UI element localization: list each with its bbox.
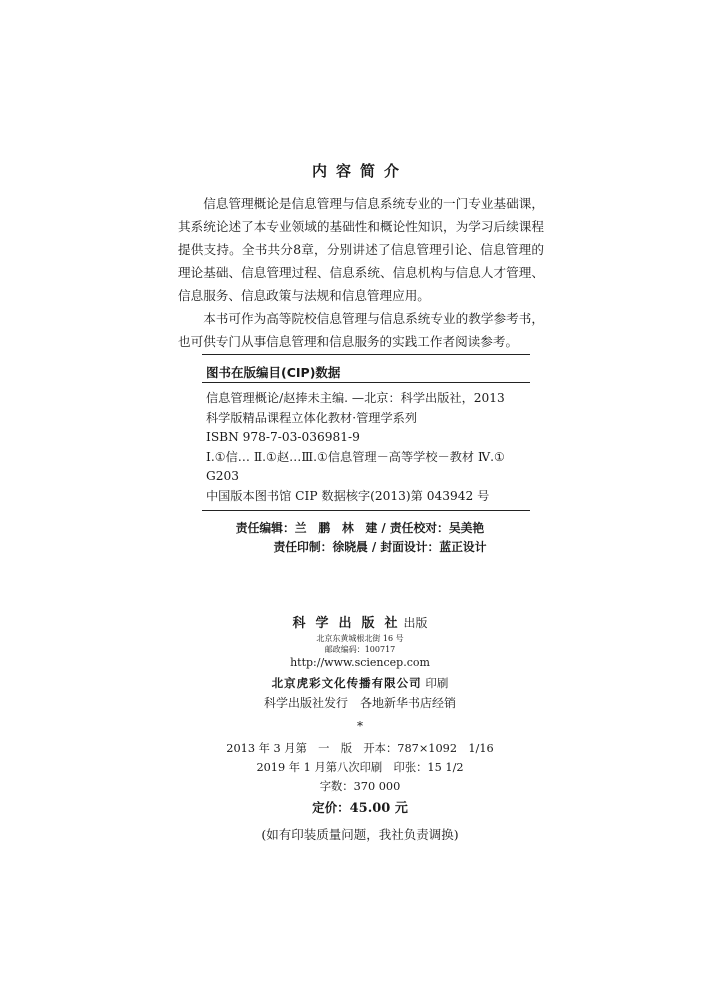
word-count: 字数：370 000 — [319, 780, 401, 793]
cip-line: 科学版精品课程立体化教材·管理学系列 — [206, 410, 418, 425]
editorial-credits — [0, 519, 720, 557]
publisher-address: 北京东黄城根北街 16 号 — [316, 634, 404, 643]
publisher-postcode: 邮政编码：100717 — [324, 645, 396, 654]
publisher-suffix: 出版 — [403, 616, 428, 630]
cip-line: 中国版本图书馆 CIP 数据核字(2013)第 043942 号 — [206, 488, 490, 503]
summary-title: 内容简介 — [311, 162, 408, 180]
cip-top-rule — [202, 354, 530, 355]
cip-body — [206, 389, 536, 506]
cip-bottom-rule — [202, 510, 530, 511]
distribution-line: 科学出版社发行 各地新华书店经销 — [263, 696, 456, 710]
printer-name: 北京虎彩文化传播有限公司 — [271, 676, 422, 690]
publisher-name: 科学出版社 — [292, 616, 408, 631]
edition-info — [0, 739, 720, 796]
edition-line: 2013 年 3 月第 一 版 开本：787×1092 1/16 — [226, 742, 494, 755]
separator-star: * — [357, 719, 363, 733]
cip-line: 信息管理概论/赵捧未主编. —北京：科学出版社，2013 — [206, 391, 505, 405]
summary-paragraph: 本书可作为高等院校信息管理与信息系统专业的教学参考书，也可供专门从事信息管理和信息服务的实践工作者阅读参考。 — [178, 311, 544, 349]
printer-line — [0, 673, 720, 693]
price-label: 定价： — [312, 800, 350, 815]
cip-line: G203 — [206, 469, 239, 483]
cip-heading: 图书在版编目(CIP)数据 — [206, 365, 341, 380]
credits-line: 责任编辑：兰 鹏 林 建 / 责任校对：吴美艳 — [235, 521, 485, 535]
cip-line: ISBN 978-7-03-036981-9 — [206, 430, 360, 444]
cip-heading-rule — [202, 382, 530, 383]
cip-line: Ⅰ.①信… Ⅱ.①赵…Ⅲ.①信息管理－高等学校－教材 Ⅳ.① — [206, 449, 505, 464]
price-value: 45.00 元 — [349, 801, 408, 816]
colophon — [0, 614, 720, 846]
publisher-url: http://www.sciencep.com — [290, 656, 430, 669]
summary-paragraph: 信息管理概论是信息管理与信息系统专业的一门专业基础课，其系统论述了本专业领域的基础性和概论性知识，为学习后续课程提供支持。全书共分8章，分别讲述了信息管理引论、信息管理的理论基础、信息管理过程、信息系统、信息机构与信息人才管理、信息服务、信息政策与法规和信息管理应用。 — [178, 196, 544, 303]
quality-notice: (如有印装质量问题，我社负责调换) — [261, 827, 459, 842]
price-line — [0, 798, 720, 819]
edition-line: 2019 年 1 月第八次印刷 印张：15 1/2 — [256, 761, 464, 774]
summary-body — [178, 192, 544, 353]
publisher-line — [0, 614, 720, 633]
printer-suffix: 印刷 — [425, 676, 449, 690]
credits-line: 责任印制：徐晓晨 / 封面设计：蓝正设计 — [273, 540, 487, 554]
